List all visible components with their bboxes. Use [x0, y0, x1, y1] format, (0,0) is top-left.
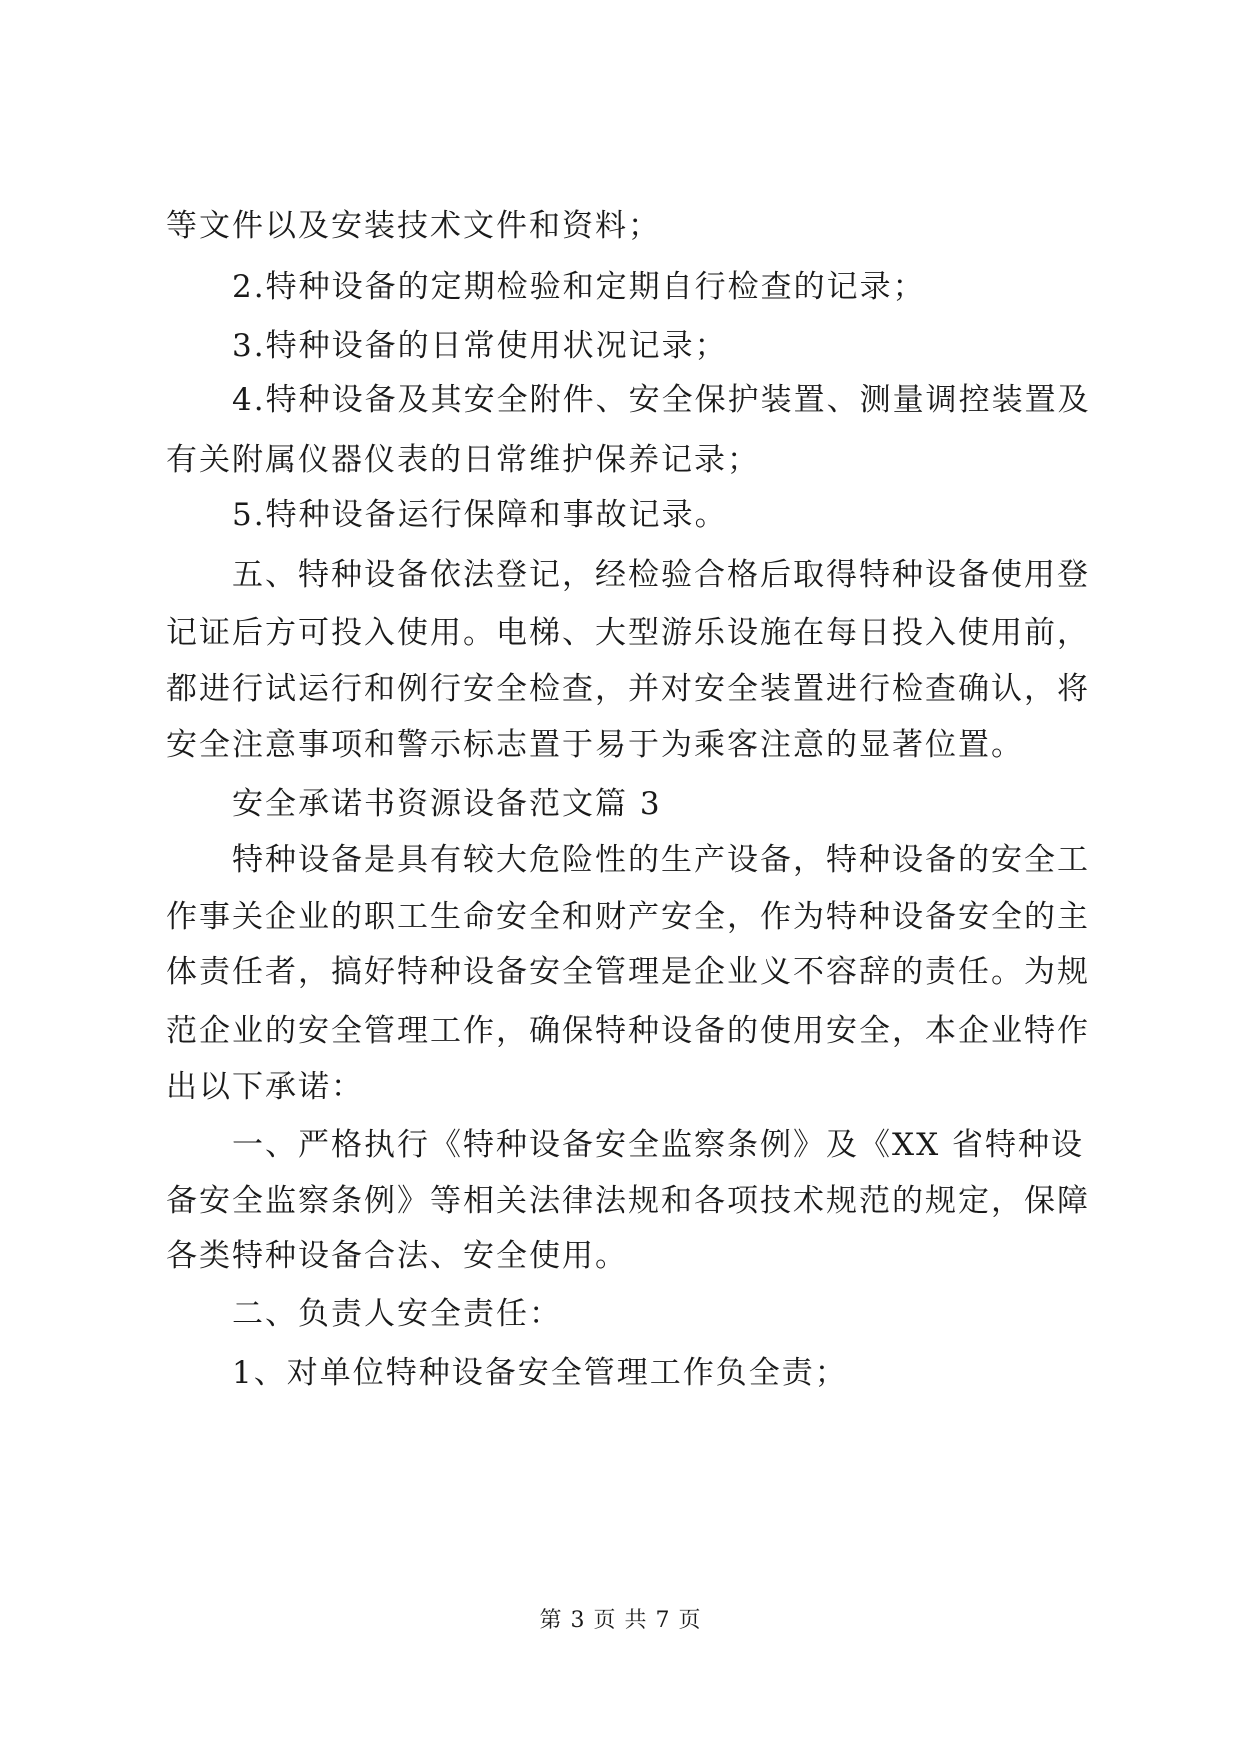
- body-line: 体责任者，搞好特种设备安全管理是企业义不容辞的责任。为规: [166, 954, 1090, 990]
- body-line: 出以下承诺：: [166, 1069, 364, 1105]
- list-item: 1、对单位特种设备安全管理工作负全责；: [232, 1355, 848, 1391]
- list-item: 3.特种设备的日常使用状况记录；: [232, 328, 728, 364]
- paragraph-line: 一、严格执行《特种设备安全监察条例》及《XX 省特种设: [232, 1127, 1084, 1163]
- list-item: 4.特种设备及其安全附件、安全保护装置、测量调控装置及: [232, 382, 1091, 418]
- paragraph-line: 五、特种设备依法登记，经检验合格后取得特种设备使用登: [232, 557, 1090, 593]
- list-item: 5.特种设备运行保障和事故记录。: [232, 497, 728, 533]
- section-heading: 安全承诺书资源设备范文篇 3: [232, 786, 662, 822]
- body-line: 记证后方可投入使用。电梯、大型游乐设施在每日投入使用前，: [166, 615, 1090, 651]
- paragraph-line: 特种设备是具有较大危险性的生产设备，特种设备的安全工: [232, 842, 1090, 878]
- list-item: 2.特种设备的定期检验和定期自行检查的记录；: [232, 269, 926, 305]
- body-line: 都进行试运行和例行安全检查，并对安全装置进行检查确认，将: [166, 671, 1090, 707]
- body-line: 各类特种设备合法、安全使用。: [166, 1238, 628, 1274]
- paragraph-line: 二、负责人安全责任：: [232, 1296, 562, 1332]
- body-line: 作事关企业的职工生命安全和财产安全，作为特种设备安全的主: [166, 899, 1090, 935]
- body-line: 等文件以及安装技术文件和资料；: [166, 208, 661, 244]
- page-number-footer: 第 3 页 共 7 页: [539, 1608, 702, 1633]
- body-line: 备安全监察条例》等相关法律法规和各项技术规范的规定，保障: [166, 1183, 1090, 1219]
- body-line: 有关附属仪器仪表的日常维护保养记录；: [166, 442, 760, 478]
- body-line: 范企业的安全管理工作，确保特种设备的使用安全，本企业特作: [166, 1013, 1090, 1049]
- body-line: 安全注意事项和警示标志置于易于为乘客注意的显著位置。: [166, 727, 1024, 763]
